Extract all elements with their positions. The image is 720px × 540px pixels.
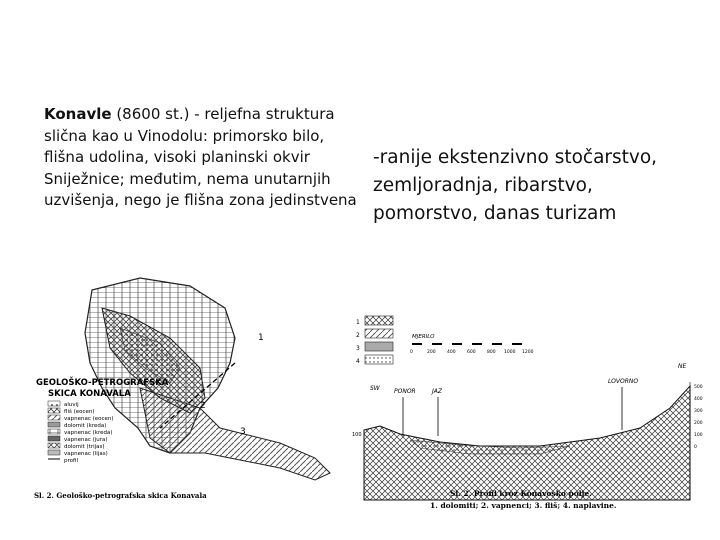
left-paragraph bbox=[44, 104, 364, 212]
legend-number: 3 bbox=[356, 345, 360, 352]
label-sw: SW bbox=[370, 385, 380, 392]
legend-item: aluvij bbox=[64, 402, 79, 408]
legend-number: 4 bbox=[356, 358, 360, 365]
profile-body bbox=[364, 386, 690, 500]
label-ne: NE bbox=[678, 363, 687, 370]
scale-tick: 200 bbox=[427, 350, 436, 355]
legend-item: profil bbox=[64, 458, 78, 464]
elevation-tick: 300 bbox=[694, 409, 703, 414]
legend-number: 2 bbox=[356, 332, 360, 339]
marker-3: 3 bbox=[240, 427, 246, 437]
legend-item: dolomit (kreda) bbox=[64, 423, 107, 429]
map-legend bbox=[48, 401, 114, 464]
elevation-tick: 200 bbox=[694, 421, 703, 426]
profile-legend bbox=[356, 316, 393, 365]
term-konavle: Konavle bbox=[44, 105, 112, 123]
scale-tick: 0 bbox=[410, 350, 413, 355]
scale-tick: 800 bbox=[487, 350, 496, 355]
left-elevation: 100 bbox=[352, 432, 362, 438]
elevation-tick: 100 bbox=[694, 433, 703, 438]
profile-figure bbox=[340, 308, 712, 515]
elevation-tick: 500 bbox=[694, 385, 703, 390]
scale-tick: 600 bbox=[467, 350, 476, 355]
scale-tick: 400 bbox=[447, 350, 456, 355]
map-title-line2: SKICA KONAVALA bbox=[48, 389, 131, 399]
scale-tick: 1000 bbox=[504, 350, 516, 355]
legend-item: vapnenac (kreda) bbox=[64, 430, 113, 436]
elevation-axis bbox=[690, 382, 703, 500]
legend-item: vapnenac (eocen) bbox=[64, 416, 114, 422]
geological-map-figure bbox=[30, 268, 360, 503]
profile-caption-line1: Sl. 2. Profil kroz Konavosko polje. bbox=[450, 489, 592, 498]
legend-item: vapnenac (jura) bbox=[64, 437, 108, 443]
profile-caption-line2: 1. dolomiti; 2. vapnenci; 3. fliš; 4. naplavine. bbox=[430, 501, 617, 510]
label-ponor: PONOR bbox=[394, 388, 416, 395]
marker-2: 2 bbox=[200, 401, 206, 411]
map-caption: Sl. 2. Geološko-petrografska skica Konavala bbox=[34, 491, 207, 500]
legend-number: 1 bbox=[356, 319, 360, 326]
right-paragraph: -ranije ekstenzivno stočarstvo, zemljoradnja, ribarstvo, pomorstvo, danas turizam bbox=[373, 147, 658, 224]
legend-item: fliš (eocen) bbox=[64, 409, 95, 415]
map-title-line1: GEOLOŠKO-PETROGRAFSKA bbox=[36, 378, 169, 388]
label-jaz: JAZ bbox=[432, 388, 442, 395]
scale-label: MJERILO bbox=[412, 334, 435, 340]
label-lovorno: LOVORNO bbox=[608, 378, 639, 385]
scale-tick: 1200 bbox=[522, 350, 534, 355]
elevation-tick: 400 bbox=[694, 397, 703, 402]
marker-1: 1 bbox=[258, 333, 264, 343]
legend-item: dolomit (trijas) bbox=[64, 444, 105, 450]
elevation-tick: 0 bbox=[694, 445, 697, 450]
left-paragraph-body: (8600 st.) - reljefna struktura slična kao u Vinodolu: primorsko bilo, flišna udolina, visoki planinski okvir Sniježnice; međutim, nema unutarnjih uzvišenja, nego je flišna zona jedinstvena bbox=[44, 105, 357, 209]
profile-scale bbox=[410, 334, 534, 355]
legend-item: vapnenac (lijas) bbox=[64, 451, 108, 457]
